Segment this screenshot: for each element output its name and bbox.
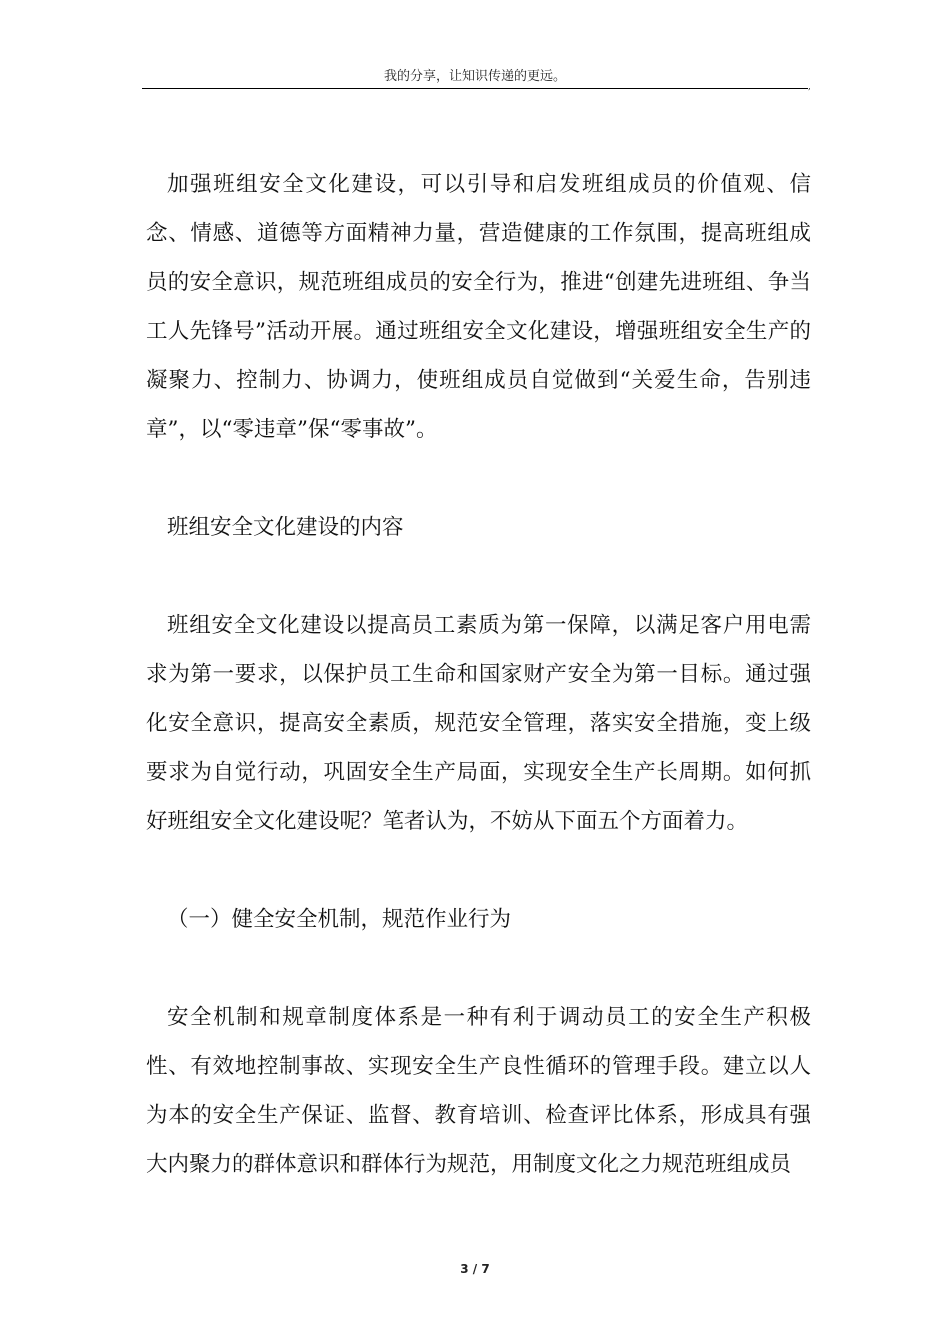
- paragraph-content: 班组安全文化建设以提高员工素质为第一保障，以满足客户用电需求为第一要求，以保护员工生命和国家财产安全为第一目标。通过强化安全意识，提高安全素质，规范安全管理，落实安全措施，变上级要求为自觉行动，巩固安全生产局面，实现安全生产长周期。如何抓好班组安全文化建设呢？笔者认为，不妨从下面五个方面着力。: [146, 613, 811, 834]
- section-heading-content: 班组安全文化建设的内容: [167, 515, 404, 540]
- paragraph-intro: 加强班组安全文化建设，可以引导和启发班组成员的价值观、信念、情感、道德等方面精神力量，营造健康的工作氛围，提高班组成员的安全意识，规范班组成员的安全行为，推进“创建先进班组、争当工人先锋号”活动开展。通过班组安全文化建设，增强班组安全生产的凝聚力、控制力、协调力，使班组成员自觉做到“关爱生命，告别违章”，以“零违章”保“零事故”。: [146, 172, 811, 442]
- paragraph-gap: [146, 944, 811, 993]
- header-tick-mark: ,: [808, 82, 811, 92]
- paragraph-gap: [146, 552, 811, 601]
- paragraph-gap: [146, 454, 811, 503]
- header-divider: [142, 88, 808, 89]
- paragraph-mechanism: 安全机制和规章制度体系是一种有利于调动员工的安全生产积极性、有效地控制事故、实现安全生产良性循环的管理手段。建立以人为本的安全生产保证、监督、教育培训、检查评比体系，形成具有强大内聚力的群体意识和群体行为规范，用制度文化之力规范班组成员: [146, 1005, 811, 1177]
- page-header-text: 我的分享，让知识传递的更远。: [383, 69, 566, 84]
- page-number: 3 / 7: [460, 1262, 490, 1276]
- document-body: [146, 160, 811, 1189]
- section-heading-mechanism: （一）健全安全机制，规范作业行为: [167, 907, 512, 932]
- paragraph-gap: [146, 846, 811, 895]
